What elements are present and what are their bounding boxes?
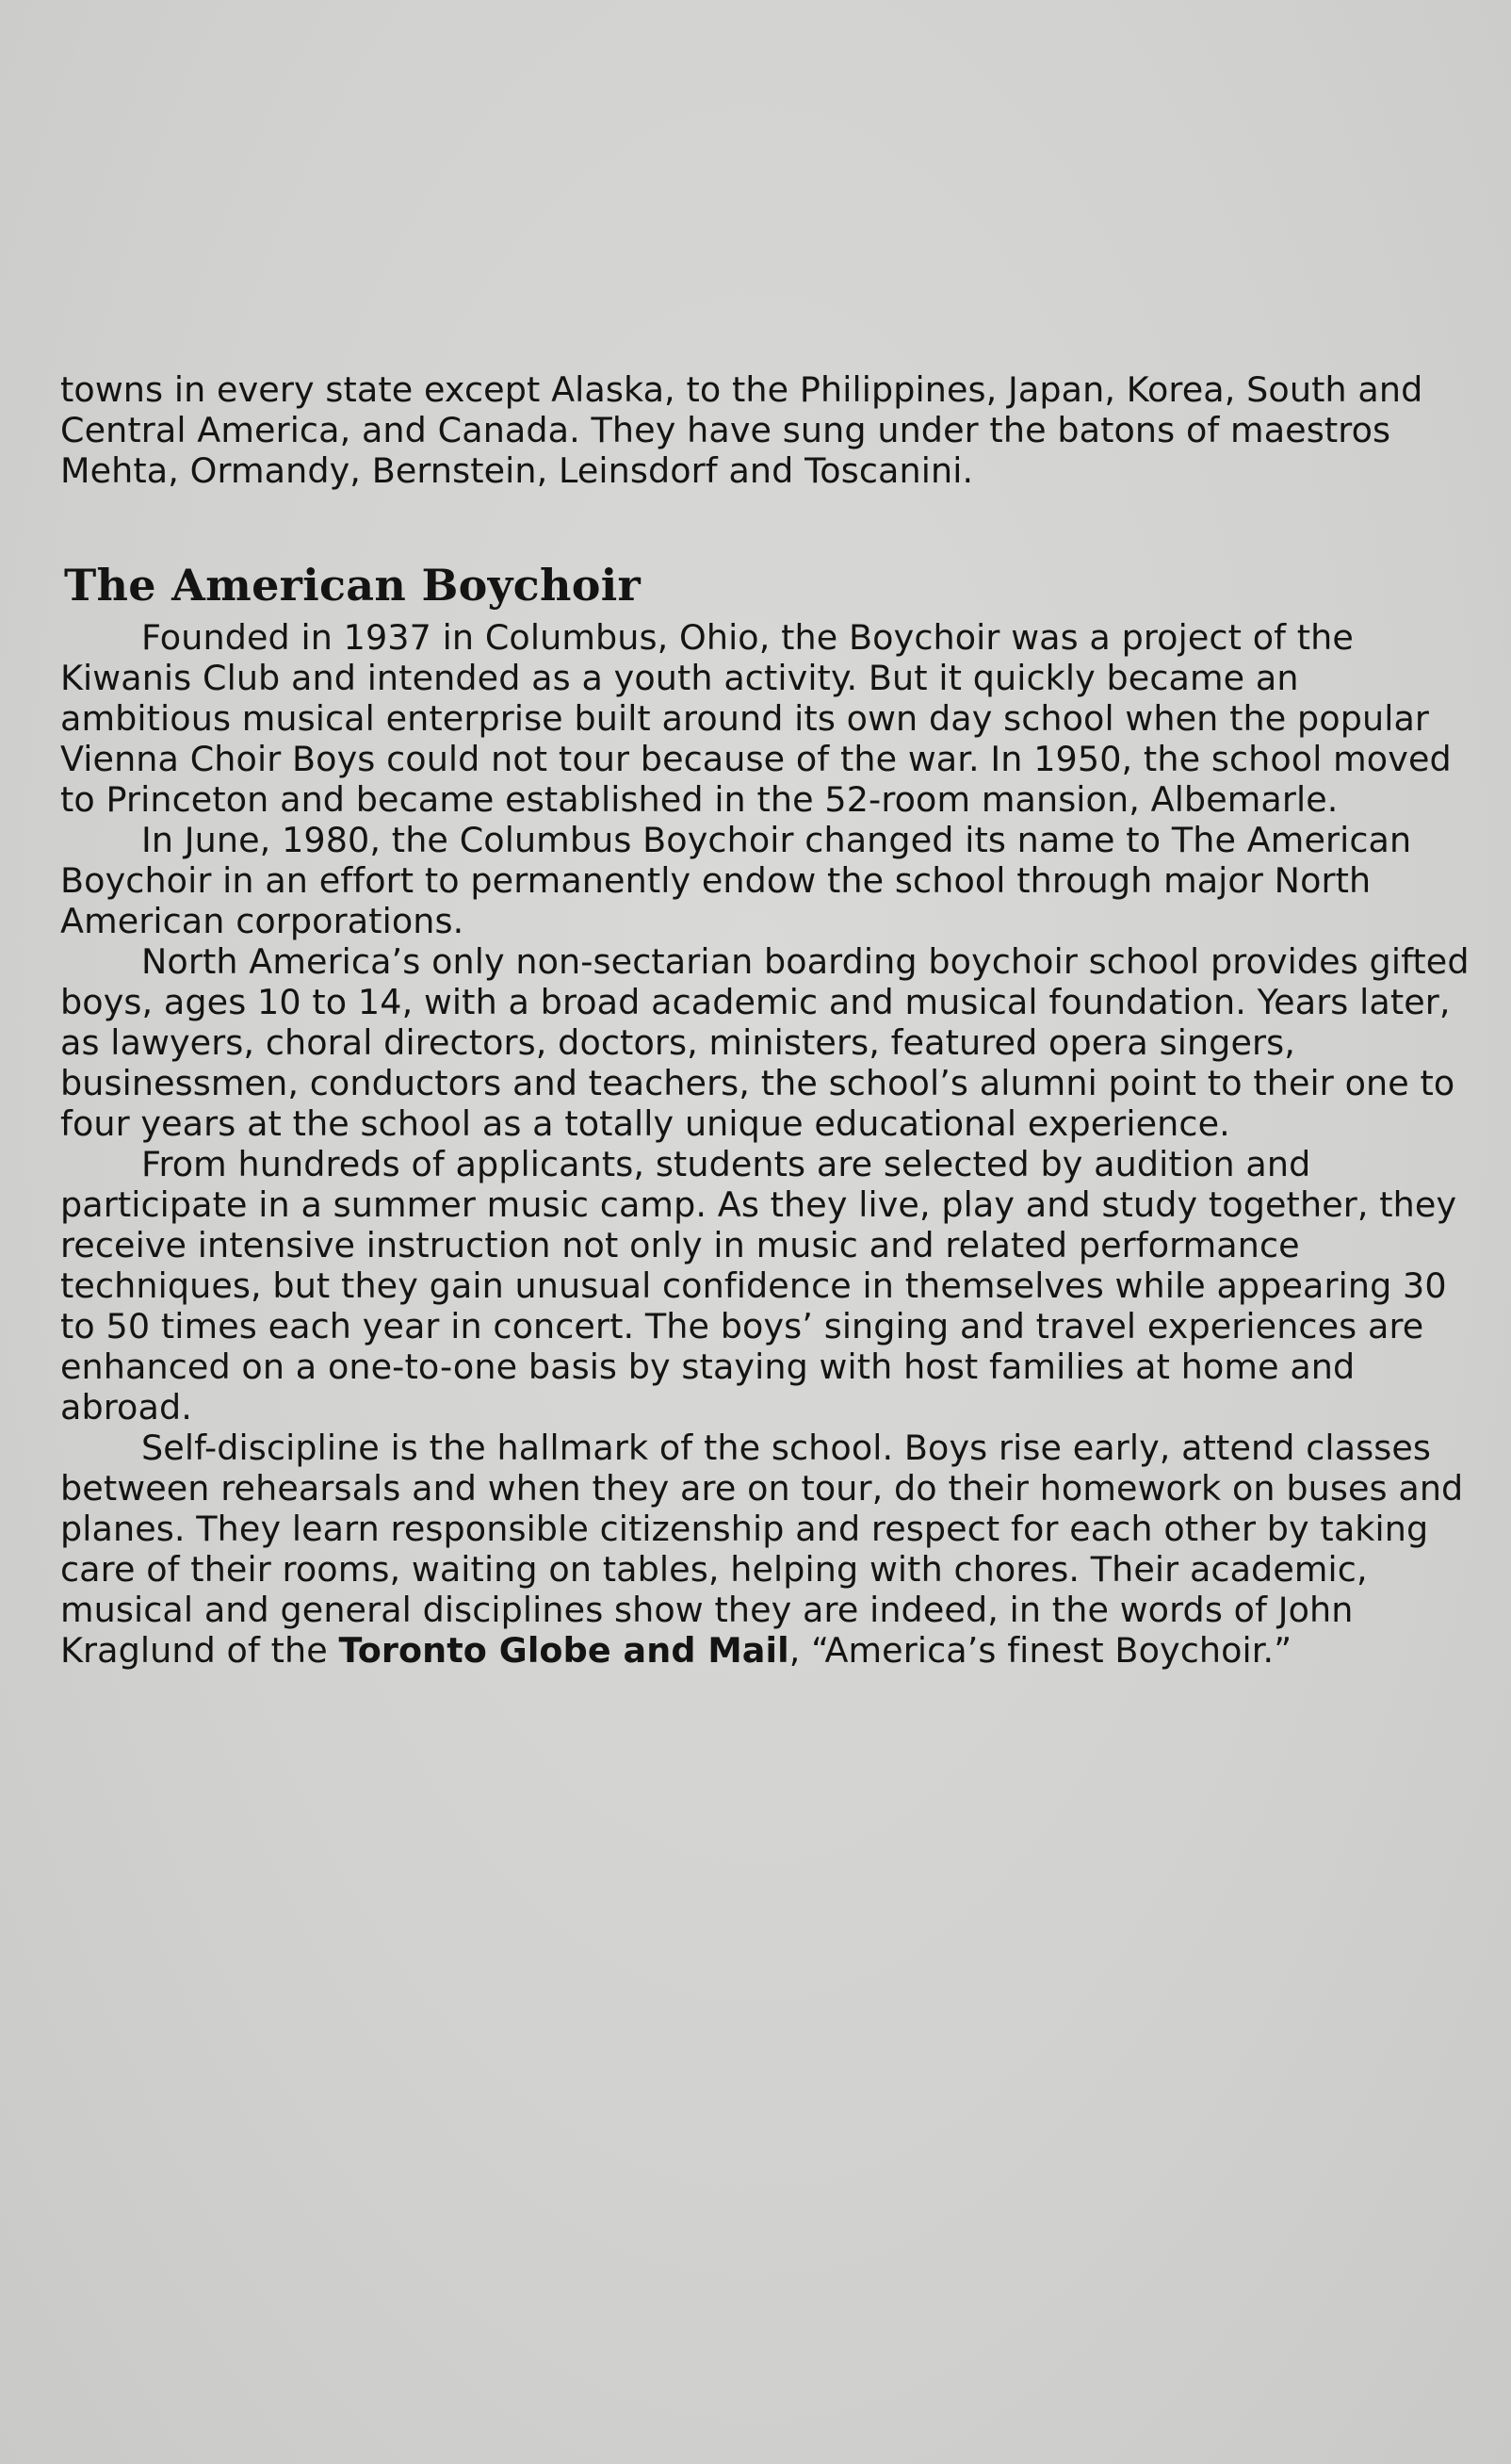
- section-heading: The American Boychoir: [64, 560, 642, 611]
- paragraph-discipline: [60, 1428, 1473, 1671]
- newspaper-name: Toronto Globe and Mail: [338, 1630, 789, 1671]
- paragraph-school: North America’s only non-sectarian boarding boychoir school provides gifted boys, ages 10 to 14, with a broad academic and musical foundation. Years later, as lawyers, choral directors, doctors, ministers, featured opera singers, businessmen, conductors and teachers, the school’s alumni point to their one to four years at the school as a totally unique educational experience.: [60, 941, 1470, 1144]
- intro-paragraph: towns in every state except Alaska, to the Philippines, Japan, Korea, South and Central America, and Canada. They have sung under the batons of maestros Mehta, Ormandy, Bernstein, Leinsdorf and Toscanini.: [60, 369, 1423, 491]
- discipline-text-before: Self-discipline is the hallmark of the school. Boys rise early, attend classes between rehearsals and when they are on tour, do their homework on buses and planes. They learn responsible citizenship and respect for each other by taking care of their rooms, waiting on tables, helping with chores. Their academic, musical and general disciplines show they are indeed, in the words of John Kraglund of the: [60, 1428, 1464, 1671]
- paragraph-name-change: In June, 1980, the Columbus Boychoir changed its name to The American Boychoir in an effort to permanently endow the school through major North American corporations.: [60, 820, 1412, 941]
- paragraph-selection: From hundreds of applicants, students are selected by audition and participate in a summer music camp. As they live, play and study together, they receive intensive instruction not only in music and related performance techniques, but they gain unusual confidence in themselves while appearing 30 to 50 times each year in concert. The boys’ singing and travel experiences are enhanced on a one-to-one basis by staying with host families at home and abroad.: [60, 1144, 1457, 1428]
- intro-section: [60, 369, 1473, 491]
- article-section: [60, 559, 1473, 1671]
- paragraph-founding: Founded in 1937 in Columbus, Ohio, the Boychoir was a project of the Kiwanis Club and intended as a youth activity. But it quickly became an ambitious musical enterprise built around its own day school when the popular Vienna Choir Boys could not tour because of the war. In 1950, the school moved to Princeton and became established in the 52-room mansion, Albemarle.: [60, 617, 1452, 820]
- discipline-text-after: , “America’s finest Boychoir.”: [788, 1630, 1292, 1671]
